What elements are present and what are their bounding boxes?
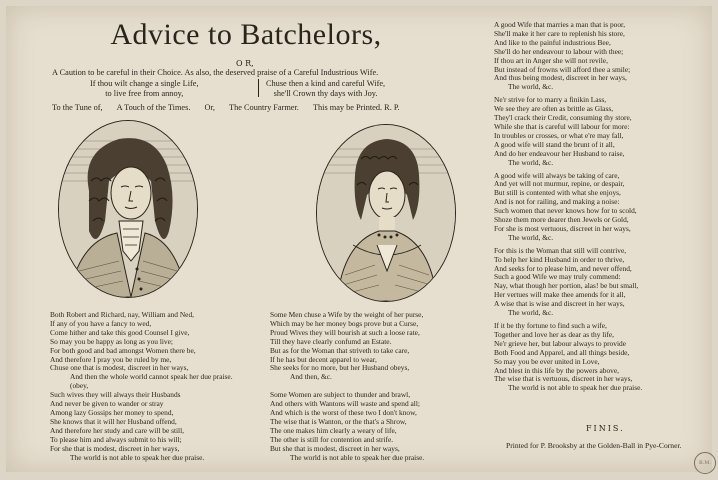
couplet-line: to live free from annoy, bbox=[105, 89, 184, 98]
verse-line: Chuse one that is modest, discreet in her ways, bbox=[50, 363, 189, 373]
verses-left-column bbox=[50, 311, 258, 462]
verse-line: And never be given to wander or stray bbox=[50, 399, 164, 409]
couplet-line: If thou wilt change a single Life, bbox=[90, 79, 199, 88]
verse-line: To help her kind Husband in order to thrive, bbox=[494, 254, 625, 264]
verse-line: A good Wife that marries a man that is poor, bbox=[494, 20, 626, 29]
verse-line: (obey, bbox=[70, 381, 89, 391]
printer-imprint: Printed for P. Brooksby at the Golden-Ball in Pye-Corner. bbox=[506, 441, 682, 450]
right-couplet bbox=[266, 79, 385, 99]
verse-line: Shoze them more dearer then Jewels or Gold, bbox=[494, 215, 629, 225]
verses-right-column bbox=[494, 21, 709, 397]
verse-line: Ne'r strive for to marry a finikin Lass, bbox=[494, 95, 607, 105]
tune-name: A Touch of the Times. bbox=[116, 103, 191, 112]
verse-line: The world is not able to speak her due praise. bbox=[508, 383, 643, 393]
verse-line: Her vertues will make thee amends for it all, bbox=[494, 290, 626, 300]
tune-or: Or, bbox=[204, 103, 215, 112]
finis: FINIS. bbox=[586, 424, 625, 433]
verse-line: While she that is careful will labour for more: bbox=[494, 121, 630, 131]
verse-line: She'll do her endeavour to labour with thee; bbox=[494, 46, 624, 56]
tune-line bbox=[52, 103, 472, 113]
verse-line: The world, &c. bbox=[508, 308, 554, 318]
verse-line: A wise that is wise and discreet in her ways, bbox=[494, 299, 625, 309]
verse-line: A good wife will stand the brunt of it all, bbox=[494, 139, 615, 149]
library-stamp: B.M. bbox=[694, 452, 716, 474]
tune-alt-name: The Country Farmer. bbox=[229, 103, 299, 112]
verse-line: The world, &c. bbox=[508, 82, 554, 92]
or-line: O R, bbox=[236, 59, 254, 68]
verse-line: For this is the Woman that still will contrive, bbox=[494, 245, 627, 255]
verse-line: And then the whole world cannot speak her due praise. bbox=[70, 372, 233, 382]
verse-line: We see they are often as brittle as Glass, bbox=[494, 104, 614, 114]
verse-line: And seeks for to please him, and never offend, bbox=[494, 263, 632, 273]
verse-line: For she that is modest, discreet in her ways, bbox=[50, 443, 180, 453]
verse-line: But she that is modest, discreet in her ways, bbox=[270, 443, 400, 453]
verse-line: And which is the worst of these two I don't know, bbox=[270, 407, 417, 417]
verse-line: And then, &c. bbox=[290, 372, 332, 382]
verse-line: Come hither and take this good Counsel I give, bbox=[50, 327, 190, 337]
verse-line: The world is not able to speak her due praise. bbox=[290, 452, 425, 462]
portrait-woman-woodcut bbox=[316, 124, 456, 302]
portrait-man-woodcut bbox=[58, 120, 198, 298]
verse-line: Some Women are subject to thunder and brawl, bbox=[270, 390, 411, 400]
verse-line: Such a good Wife we may truly commend: bbox=[494, 272, 621, 282]
stanza bbox=[494, 96, 709, 167]
broadside-sheet bbox=[6, 6, 712, 472]
ballad-title: Advice to Batchelors, bbox=[110, 18, 382, 51]
verse-line: If any of you have a fancy to wed, bbox=[50, 318, 152, 328]
verse-line: If he has but decent apparel to wear, bbox=[270, 354, 377, 364]
verse-line: If it be thy fortune to find such a wife, bbox=[494, 321, 607, 330]
verse-line: Both Robert and Richard, nay, William and Ned, bbox=[50, 310, 194, 319]
verse-line: Till they have clearly confumd an Estate. bbox=[270, 336, 392, 346]
verse-line: But as for the Woman that striveth to take care, bbox=[270, 345, 410, 355]
verse-line: And like to the painful industrious Bee, bbox=[494, 37, 611, 47]
couplet-line: she'll Crown thy days with Joy. bbox=[273, 89, 378, 98]
verse-line: To please him and always submit to his will; bbox=[50, 434, 182, 444]
verse-line: If thou art in Anger she will not revile, bbox=[494, 55, 608, 65]
verse-line: A good wife will always be taking of care, bbox=[494, 170, 620, 180]
verse-line: But still is contented with what she enjoys, bbox=[494, 188, 621, 198]
verse-line: She seeks for no more, but her Husband obeys, bbox=[270, 363, 410, 373]
verse-line: And therefore her study and care will be still, bbox=[50, 425, 185, 435]
verse-line: And blest in this life by the powers above, bbox=[494, 365, 620, 375]
verse-line: Which may be her money bogs prove but a Curse, bbox=[270, 318, 419, 328]
verse-line: So may you be happy as long as you live; bbox=[50, 336, 173, 346]
verse-line: Among lazy Gossips her money to spend, bbox=[50, 407, 174, 417]
verse-line: The other is still for contention and strife. bbox=[270, 434, 394, 444]
verses-middle-column bbox=[270, 311, 480, 462]
verse-line: And therefore I pray you be ruled by me, bbox=[50, 354, 172, 364]
verse-line: So may you be ever united in Love, bbox=[494, 356, 600, 366]
verse-line: The world, &c. bbox=[508, 157, 554, 167]
stanza bbox=[494, 247, 709, 318]
verse-line: And others with Wantons will waste and spend all; bbox=[270, 399, 420, 409]
licence-note: This may be Printed. R. P. bbox=[312, 103, 400, 112]
verse-line: Such wives they will always their Husbands bbox=[50, 390, 181, 400]
verse-line: They'l crack their Credit, consuming thy store, bbox=[494, 113, 632, 123]
verse-line: Nay, what though her portion, alas! be but small, bbox=[494, 281, 639, 291]
verse-line: For she is most vertuous, discreet in her ways, bbox=[494, 223, 631, 233]
tune-label: To the Tune of, bbox=[52, 103, 103, 112]
verse-line: Proud Wives they will bourish at such a loose rate, bbox=[270, 327, 420, 337]
verse-line: Both Food and Apparel, and all things beside, bbox=[494, 347, 630, 357]
verse-line: She'll make it her care to replenish his store, bbox=[494, 28, 625, 38]
verse-line: And is not for railing, and making a noise: bbox=[494, 197, 620, 207]
couplet-brace bbox=[258, 79, 265, 97]
left-couplet bbox=[90, 79, 199, 99]
woman-woodcut-image bbox=[317, 125, 455, 301]
stanza bbox=[494, 322, 709, 393]
subtitle: A Caution to be careful in their Choice. As also, the deserved praise of a Careful Industrious Wife. bbox=[52, 68, 379, 77]
verse-line: Some Men chuse a Wife by the weight of her purse, bbox=[270, 310, 424, 319]
verse-line: The one makes him clearly a weary of life, bbox=[270, 425, 397, 435]
verse-line: Ne'r grieve her, but labour always to provide bbox=[494, 338, 626, 348]
man-woodcut-image bbox=[59, 121, 197, 297]
verse-line: And yet will not murmur, repine, or despair, bbox=[494, 179, 625, 189]
verse-line: For both good and bad amongst Women there be, bbox=[50, 345, 196, 355]
verse-line: Such women that never knows how for to scold, bbox=[494, 206, 637, 216]
stanza bbox=[494, 172, 709, 243]
couplet-line: Chuse then a kind and careful Wife, bbox=[266, 79, 386, 88]
stanza bbox=[494, 21, 709, 92]
verse-line: She knows that it will her Husband offend, bbox=[50, 416, 177, 426]
verse-line: And thus being modest, discreet in her ways, bbox=[494, 73, 627, 83]
verse-line: But instead of frowns will afford thee a smile; bbox=[494, 64, 631, 74]
verse-line: The wise that is Wanton, or the that's a Shrow, bbox=[270, 416, 407, 426]
verse-line: The wise that is vertuous, discreet in her ways, bbox=[494, 374, 633, 384]
verse-line: In troubles or crosses, or what e're may fall, bbox=[494, 130, 624, 140]
verse-line: The world is not able to speak her due praise. bbox=[70, 452, 205, 462]
verse-line: Together and love her as dear as thy life, bbox=[494, 329, 614, 339]
verse-line: And do her endeavour her Husband to raise, bbox=[494, 148, 625, 158]
verse-line: The world, &c. bbox=[508, 232, 554, 242]
